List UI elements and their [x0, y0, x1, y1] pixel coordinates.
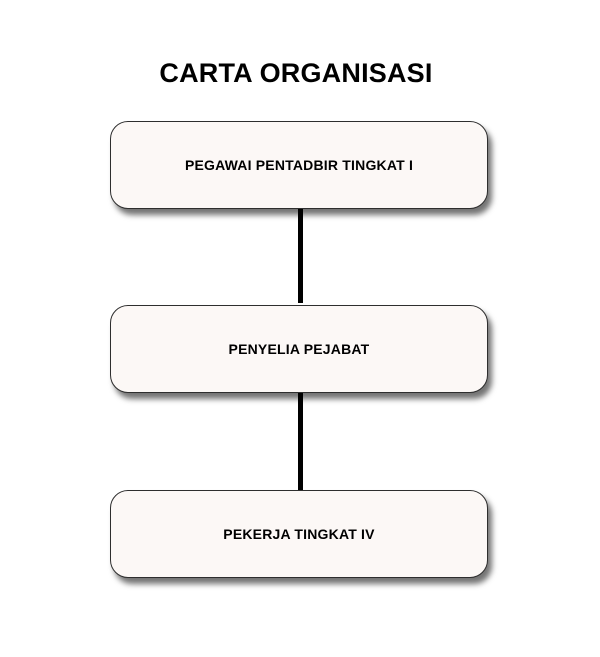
connector-line-2: [298, 393, 303, 490]
org-node-label: PENYELIA PEJABAT: [228, 341, 370, 357]
org-node-middle: [110, 305, 488, 393]
org-node-label: PEKERJA TINGKAT IV: [223, 526, 375, 542]
chart-title: CARTA ORGANISASI: [159, 58, 433, 88]
connector-line-1: [298, 209, 303, 303]
org-node-top: [110, 121, 488, 209]
org-node-bottom: [110, 490, 488, 578]
org-node-label: PEGAWAI PENTADBIR TINGKAT I: [184, 157, 414, 173]
